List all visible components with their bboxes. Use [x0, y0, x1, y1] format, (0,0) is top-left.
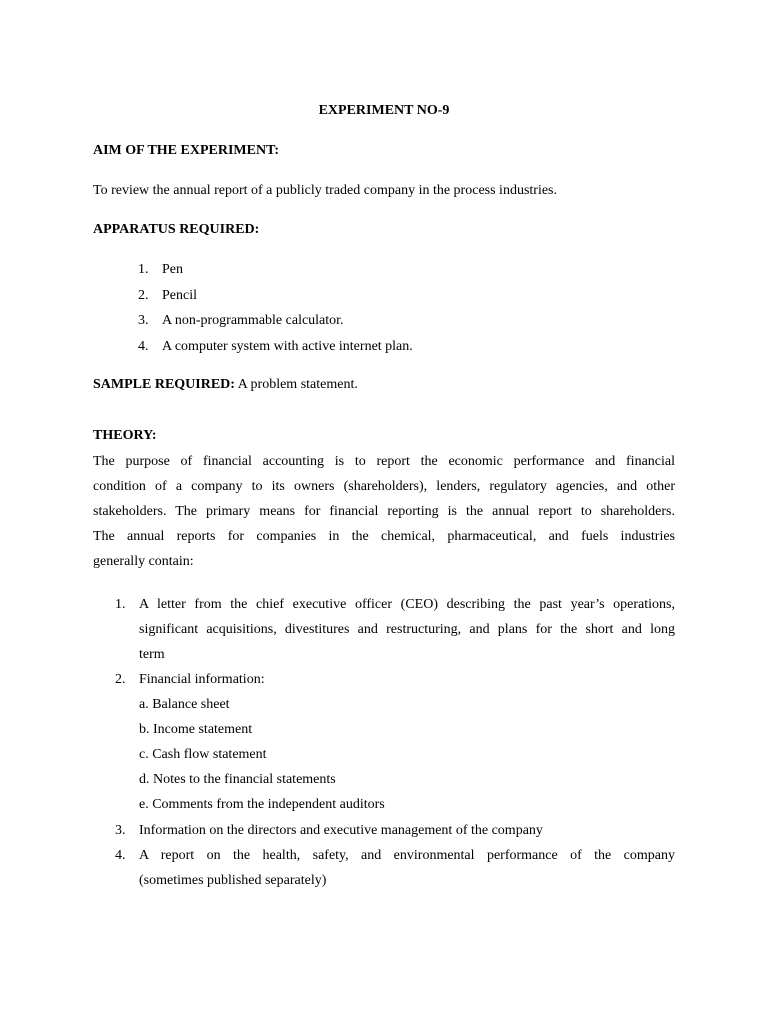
theory-line: The purpose of financial accounting is to report the economic performance and financial [93, 454, 675, 469]
apparatus-item-number: 2. [138, 288, 149, 303]
financial-subitem: d. Notes to the financial statements [139, 772, 336, 787]
financial-subitem: e. Comments from the independent auditors [139, 797, 385, 812]
apparatus-item-number: 4. [138, 339, 149, 354]
financial-subitem: a. Balance sheet [139, 697, 230, 712]
content-item-text: Information on the directors and executive management of the company [139, 823, 543, 838]
financial-subitem: b. Income statement [139, 722, 253, 737]
theory-line: generally contain: [93, 554, 194, 569]
sample-heading: SAMPLE REQUIRED: [93, 377, 235, 392]
content-item-number: 2. [115, 672, 126, 687]
content-item-text: Financial information: [139, 672, 265, 687]
sample-line [93, 376, 358, 393]
content-item-number: 3. [115, 823, 126, 838]
apparatus-item-number: 3. [138, 313, 149, 328]
financial-subitem: c. Cash flow statement [139, 747, 267, 762]
apparatus-item-text: Pen [162, 262, 183, 277]
content-item-number: 1. [115, 597, 126, 612]
aim-heading: AIM OF THE EXPERIMENT: [93, 143, 280, 158]
apparatus-item-text: Pencil [162, 288, 197, 303]
apparatus-heading: APPARATUS REQUIRED: [93, 222, 260, 237]
theory-line: The annual reports for companies in the chemical, pharmaceutical, and fuels industries [93, 529, 675, 544]
apparatus-item-text: A computer system with active internet plan. [162, 339, 413, 354]
content-item-line: A report on the health, safety, and environmental performance of the company [139, 848, 675, 863]
apparatus-item-text: A non-programmable calculator. [162, 313, 344, 328]
aim-text: To review the annual report of a publicly traded company in the process industries. [93, 183, 557, 198]
content-item-line: (sometimes published separately) [139, 873, 327, 888]
sample-text: A problem statement. [234, 377, 358, 392]
content-item-line: significant acquisitions, divestitures and restructuring, and plans for the short and long [139, 622, 675, 637]
theory-heading: THEORY: [93, 428, 157, 443]
theory-line: condition of a company to its owners (shareholders), lenders, regulatory agencies, and other [93, 479, 675, 494]
theory-line: stakeholders. The primary means for financial reporting is the annual report to shareholders. [93, 504, 675, 519]
content-item-line: term [139, 647, 165, 662]
content-item-line: A letter from the chief executive officer (CEO) describing the past year’s operations, [139, 597, 675, 612]
page-title: EXPERIMENT NO-9 [318, 103, 450, 118]
content-item-number: 4. [115, 848, 126, 863]
apparatus-item-number: 1. [138, 262, 149, 277]
